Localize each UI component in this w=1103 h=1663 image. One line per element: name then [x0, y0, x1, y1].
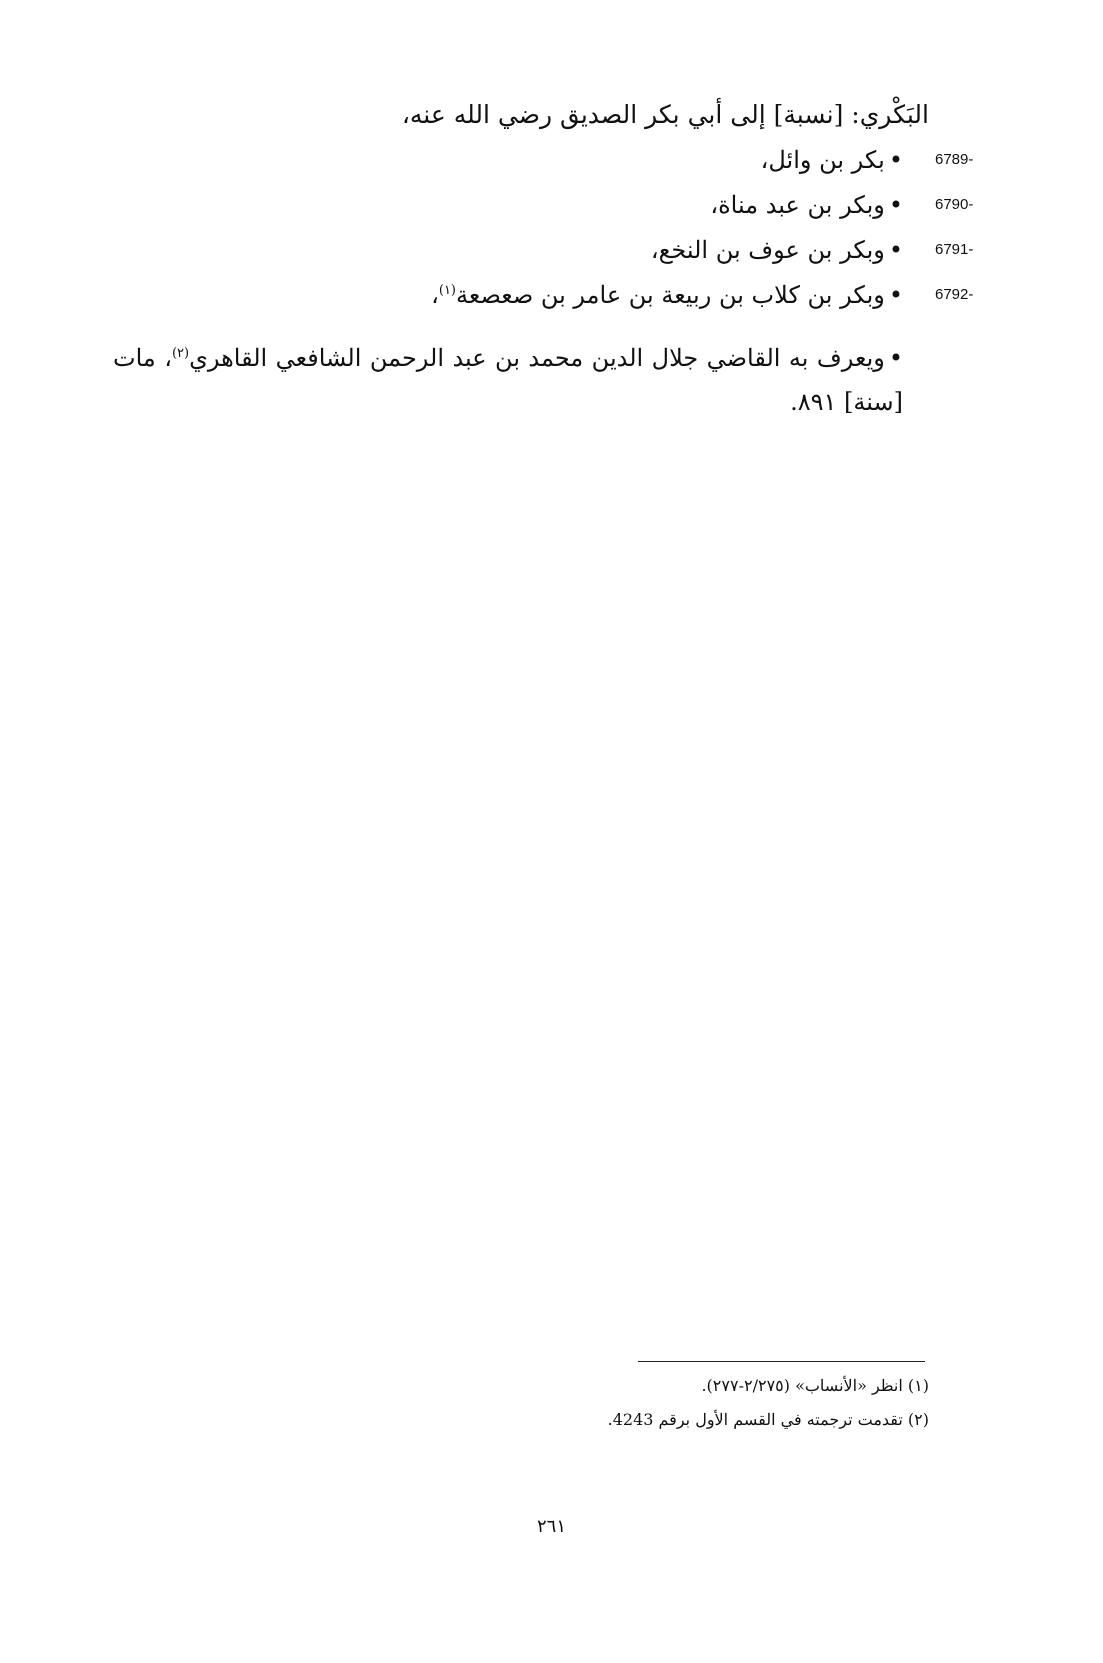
footnote-marker[interactable]: (٢): [171, 346, 190, 361]
bullet-icon: •: [888, 191, 903, 219]
entry-text: بكر بن وائل،: [760, 146, 885, 174]
footnote-2: (٢) تقدمت ترجمته في القسم الأول برقم 4243.: [607, 1410, 929, 1429]
footnote-marker[interactable]: (١): [438, 283, 456, 298]
entry-text: وبكر بن كلاب بن ربيعة بن عامر بن صعصعة: [456, 281, 885, 309]
bullet-icon: •: [888, 146, 903, 174]
entry-line: [143, 278, 903, 312]
entry-paragraph: [113, 336, 903, 424]
entry-text-tail: ،: [431, 281, 439, 309]
entry-number: 6791-: [935, 241, 974, 258]
entry-number: 6789-: [935, 151, 974, 168]
footnote-1: (١) انظر «الأنساب» (٢/٢٧٥-٢٧٧).: [701, 1376, 929, 1395]
page-number: ٢٦١: [536, 1516, 566, 1537]
paragraph-text: ويعرف به القاضي جلال الدين محمد بن عبد الرحمن الشافعي القاهري: [189, 344, 885, 372]
paragraph-text-tail: ، مات [سنة] ٨٩١.: [113, 344, 903, 416]
entry-number: 6790-: [935, 196, 974, 213]
entry-number: 6792-: [935, 286, 974, 303]
entry-text: وبكر بن عبد مناة،: [710, 191, 885, 219]
bullet-icon: •: [888, 281, 903, 309]
entry-line: [143, 188, 903, 222]
footnote-divider: [638, 1361, 925, 1362]
entry-heading: البَكْري: [نسبة] إلى أبي بكر الصديق رضي الله عنه،: [401, 100, 929, 129]
entry-text: وبكر بن عوف بن النخع،: [650, 236, 885, 264]
entry-line: [143, 143, 903, 177]
bullet-icon: •: [888, 344, 904, 372]
entry-line: [143, 233, 903, 267]
bullet-icon: •: [888, 236, 903, 264]
